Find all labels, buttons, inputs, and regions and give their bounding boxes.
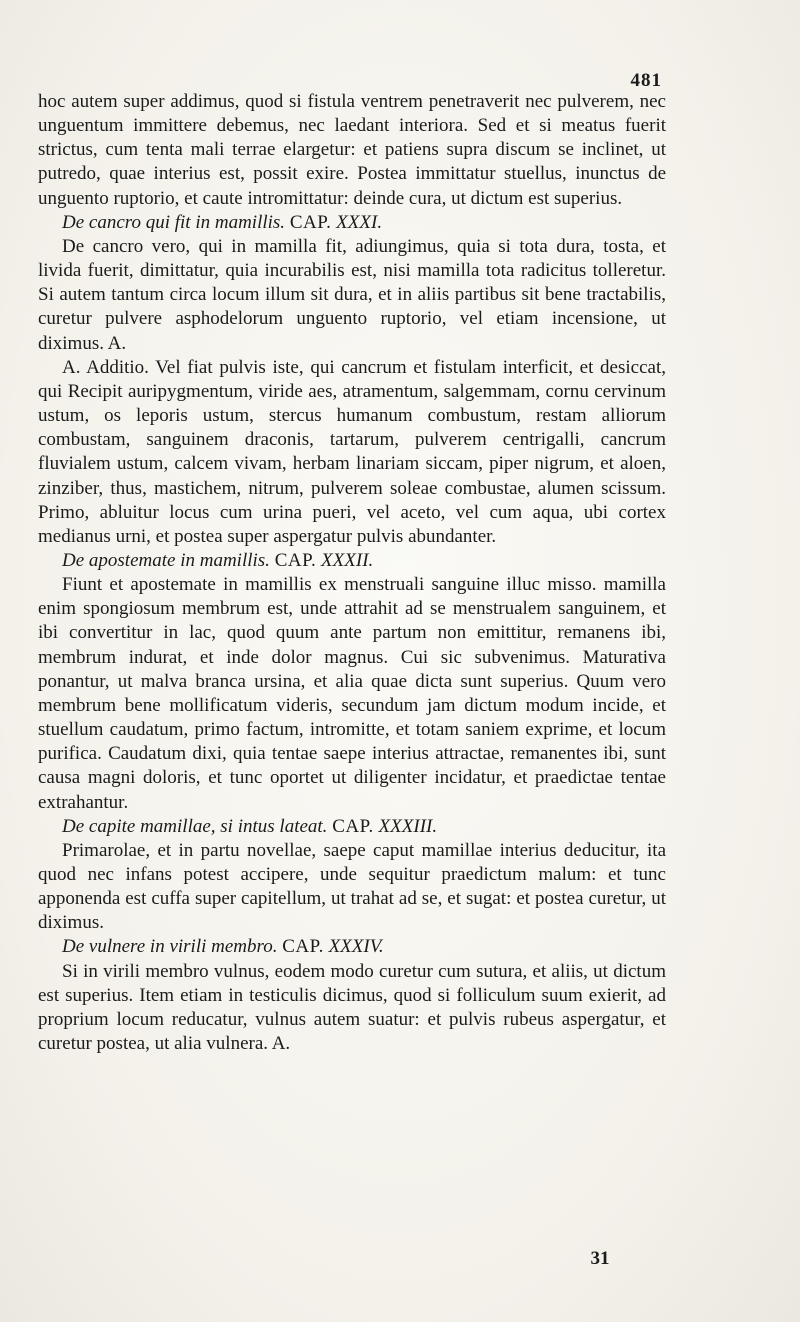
- text-body: [38, 90, 666, 1056]
- chapter-cap-label: CAP.: [274, 549, 317, 571]
- chapter-cap-label: CAP.: [289, 211, 332, 233]
- page-number: 481: [630, 70, 662, 91]
- chapter-number: XXXIV.: [328, 936, 384, 958]
- chapter-title: De cancro qui fit in mamillis.: [62, 211, 286, 233]
- chapter-heading-34: [38, 935, 666, 959]
- chapter-heading-31: [38, 211, 666, 235]
- chapter-cap-label: CAP.: [332, 815, 374, 837]
- chapter-title: De capite mamillae, si intus lateat.: [62, 815, 328, 837]
- paragraph-capite-mamillae: Primarolae, et in partu novellae, saepe caput mamillae interius deducitur, ita quod nec infans potest accipere, unde sequitur praedictum malum: et tunc apponenda est cuffa super capitellum, ut trahat ad se, et sugat: et postea curetur, ut diximus.: [38, 839, 666, 934]
- chapter-number: XXXI.: [336, 211, 383, 233]
- paragraph-vulnere: Si in virili membro vulnus, eodem modo curetur cum sutura, et aliis, ut dictum est superius. Item etiam in testiculis dicimus, quod si folliculum suum exierit, ad proprium locum reducatur, vulnus autem suatur: et pulvis rubeus aspergatur, et curetur postea, ut alia vulnera. A.: [38, 960, 666, 1055]
- paragraph-apostemate: Fiunt et apostemate in mamillis ex menstruali sanguine illuc misso. mamilla enim spongiosum membrum est, unde attrahit ad se menstrualem sanguinem, et ibi convertitur in lac, quod quum ante partum non emittitur, remanens ibi, membrum indurat, et inde dolor magnus. Cui sic subvenimus. Maturativa ponantur, ut malva branca ursina, et alia quae dicta sunt superius. Quum vero membrum bene mollificatum videris, secundum jam dictum modum incide, et stuellum caudatum, primo factum, intromitte, et totam saniem exprime, et locum purifica. Caudatum dixi, quia tentae saepe interius attractae, remanentes ibi, sunt causa magni doloris, et tunc oportet ut diligenter incidatur, et praedictae tentae extrahantur.: [38, 574, 666, 813]
- chapter-title: De vulnere in virili membro.: [62, 936, 278, 958]
- chapter-cap-label: CAP.: [282, 936, 324, 958]
- chapter-heading-33: [38, 815, 666, 839]
- paragraph-cancro: De cancro vero, qui in mamilla fit, adiungimus, quia si tota dura, tosta, et livida fuerit, dimittatur, quia incurabilis est, nisi mamilla tota radicitus tolleretur. Si autem tantum circa locum illum sit dura, et in aliis partibus sit bene tractabilis, curetur pulvere asphodelorum unguento ruptorio, vel etiam incensione, ut diximus. A.: [38, 235, 666, 354]
- paragraph-additio: A. Additio. Vel fiat pulvis iste, qui cancrum et fistulam interficit, et desiccat, qui Recipit auripygmentum, viride aes, atramentum, salgemmam, cornu cervinum ustum, os leporis ustum, stercus humanum combustum, restam alliorum combustam, sanguinem draconis, tartarum, pulverem centrigalli, cancrum fluvialem ustum, calcem vivam, herbam linariam siccam, piper nigrum, et aloen, zinziber, thus, mastichem, nitrum, pulverem soleae combustae, alumen scissum. Primo, abluitur locus cum urina pueri, vel aceto, vel cum aqua, ubi cortex medianus urni, et postea super aspergatur pulvis abundanter.: [38, 356, 666, 547]
- paragraph-fistula-end: hoc autem super addimus, quod si fistula ventrem penetraverit nec pulverem, nec unguentum immittere debemus, nec laedant interiora. Sed et si meatus fuerit strictus, cum tenta mali terrae elargetur: et patiens supra discum se inclinet, ut putredo, quae interius est, possit exire. Postea immittatur stuellus, inunctus de unguento ruptorio, et caute intromittatur: deinde cura, ut dictum est superius.: [38, 91, 666, 209]
- chapter-number: XXXII.: [321, 549, 374, 571]
- signature-number: 31: [590, 1248, 610, 1269]
- chapter-title: De apostemate in mamillis.: [62, 549, 270, 571]
- chapter-number: XXXIII.: [378, 815, 438, 837]
- chapter-heading-32: [38, 549, 666, 573]
